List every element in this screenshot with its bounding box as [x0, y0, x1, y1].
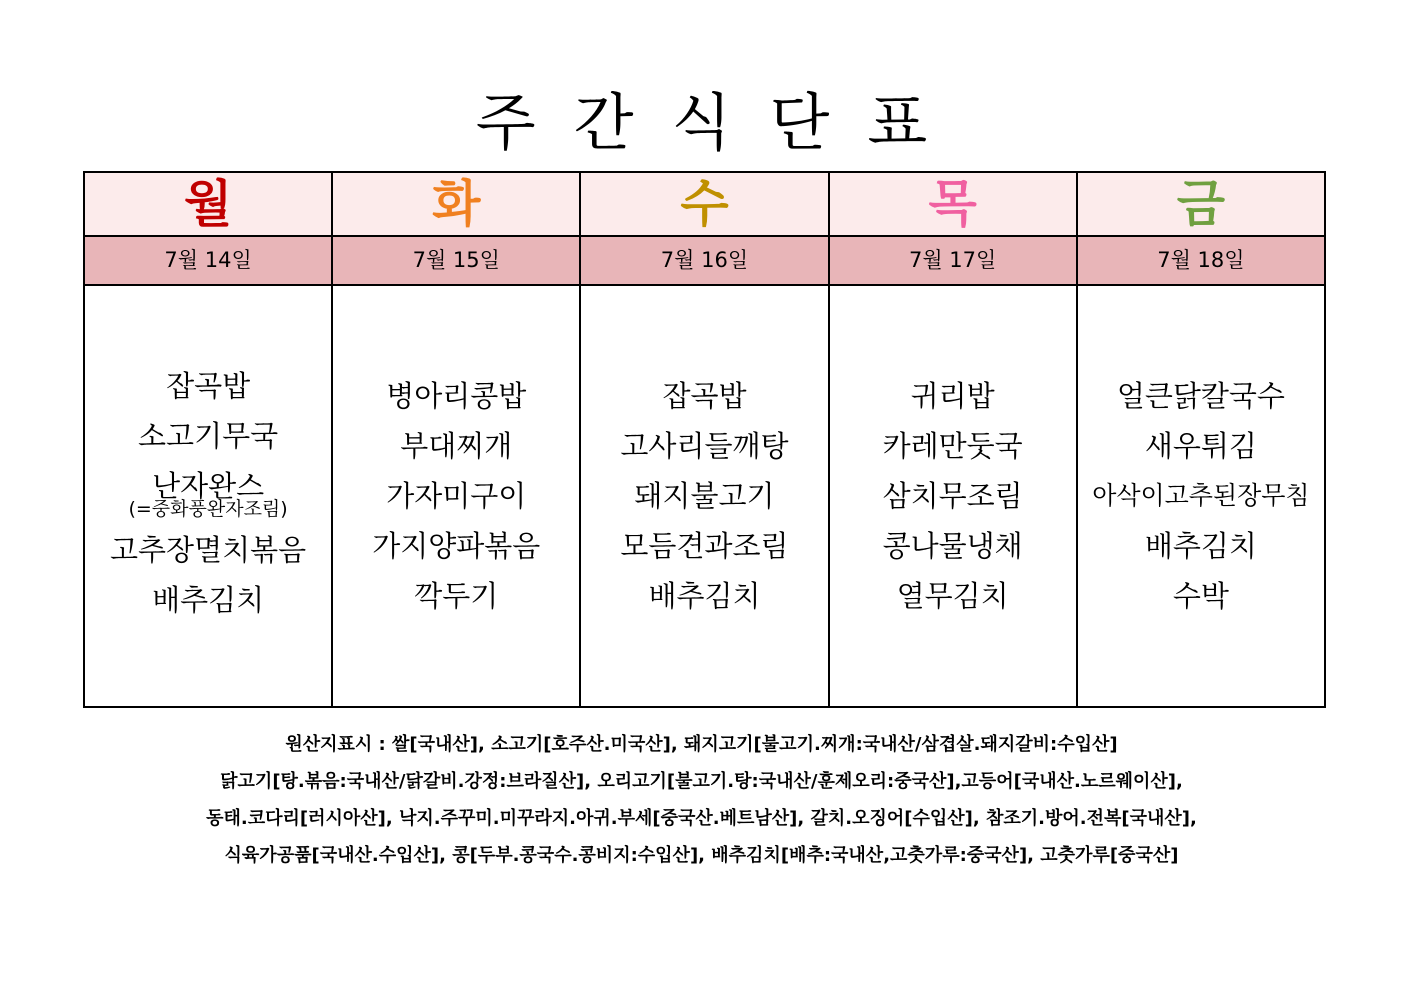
date-mon: 7월 14일 [84, 236, 332, 285]
menu-item: 고사리들깨탕 [620, 429, 789, 463]
menu-item: 소고기무국 [138, 419, 279, 453]
menu-cell-tue [332, 285, 580, 707]
menu-item: 카레만둣국 [882, 429, 1023, 463]
menu-item: 부대찌개 [400, 429, 513, 463]
menu-item: 가지양파볶음 [372, 529, 541, 563]
origin-line: 동태.코다리[러시아산], 낙지.주꾸미.미꾸라지.아귀.부세[중국산.베트남산], 갈치.오징어[수입산], 참조기.방어.전복[국내산], [206, 808, 1197, 829]
weekday-mon: 월 [84, 172, 332, 236]
origin-line: 닭고기[탕.볶음:국내산/닭갈비.강정:브라질산], 오리고기[불고기.탕:국내산/훈제오리:중국산],고등어[국내산.노르웨이산], [220, 771, 1183, 792]
weekday-thu: 목 [829, 172, 1077, 236]
menu-item: 돼지불고기 [634, 479, 775, 513]
menu-item: 배추김치 [152, 583, 265, 617]
menu-item: 열무김치 [896, 579, 1009, 613]
menu-item: 아삭이고추된장무침 [1092, 481, 1310, 510]
origin-notice [60, 726, 1343, 874]
menu-item: 얼큰닭칼국수 [1116, 379, 1285, 413]
menu-item: 잡곡밥 [662, 379, 747, 413]
menu-item: 배추김치 [648, 579, 761, 613]
menu-row [84, 285, 1325, 707]
menu-cell-thu [829, 285, 1077, 707]
weekly-menu-table [83, 171, 1326, 708]
menu-cell-fri [1077, 285, 1325, 707]
weekday-header-row [84, 172, 1325, 236]
menu-item: 병아리콩밥 [386, 379, 527, 413]
menu-item: 잡곡밥 [166, 369, 251, 403]
date-tue: 7월 15일 [332, 236, 580, 285]
menu-item: 새우튀김 [1144, 429, 1257, 463]
menu-item-note: (=중화풍완자조림) [128, 498, 288, 520]
origin-line: 원산지표시 : 쌀[국내산], 소고기[호주산.미국산], 돼지고기[불고기.찌개:국내산/삼겹살.돼지갈비:수입산] [285, 734, 1118, 755]
date-wed: 7월 16일 [580, 236, 828, 285]
menu-item: 수박 [1172, 579, 1229, 613]
date-thu: 7월 17일 [829, 236, 1077, 285]
weekday-fri: 금 [1077, 172, 1325, 236]
menu-item: 고추장멸치볶음 [110, 533, 307, 567]
menu-item: 콩나물냉채 [882, 529, 1023, 563]
menu-item: 삼치무조림 [882, 479, 1023, 513]
menu-item: 깍두기 [414, 579, 499, 613]
date-fri: 7월 18일 [1077, 236, 1325, 285]
weekday-wed: 수 [580, 172, 828, 236]
menu-item: 귀리밥 [910, 379, 995, 413]
weekday-tue: 화 [332, 172, 580, 236]
menu-item: 난자완스 [152, 469, 265, 503]
menu-item: 모듬견과조림 [620, 529, 789, 563]
origin-line: 식육가공품[국내산.수입산], 콩[두부.콩국수.콩비지:수입산], 배추김치[배추:국내산,고춧가루:중국산], 고춧가루[중국산] [224, 845, 1179, 866]
menu-item: 배추김치 [1144, 529, 1257, 563]
date-row [84, 236, 1325, 285]
menu-item: 가자미구이 [386, 479, 527, 513]
menu-cell-mon [84, 285, 332, 707]
page-title: 주간식단표 [475, 86, 966, 159]
menu-cell-wed [580, 285, 828, 707]
